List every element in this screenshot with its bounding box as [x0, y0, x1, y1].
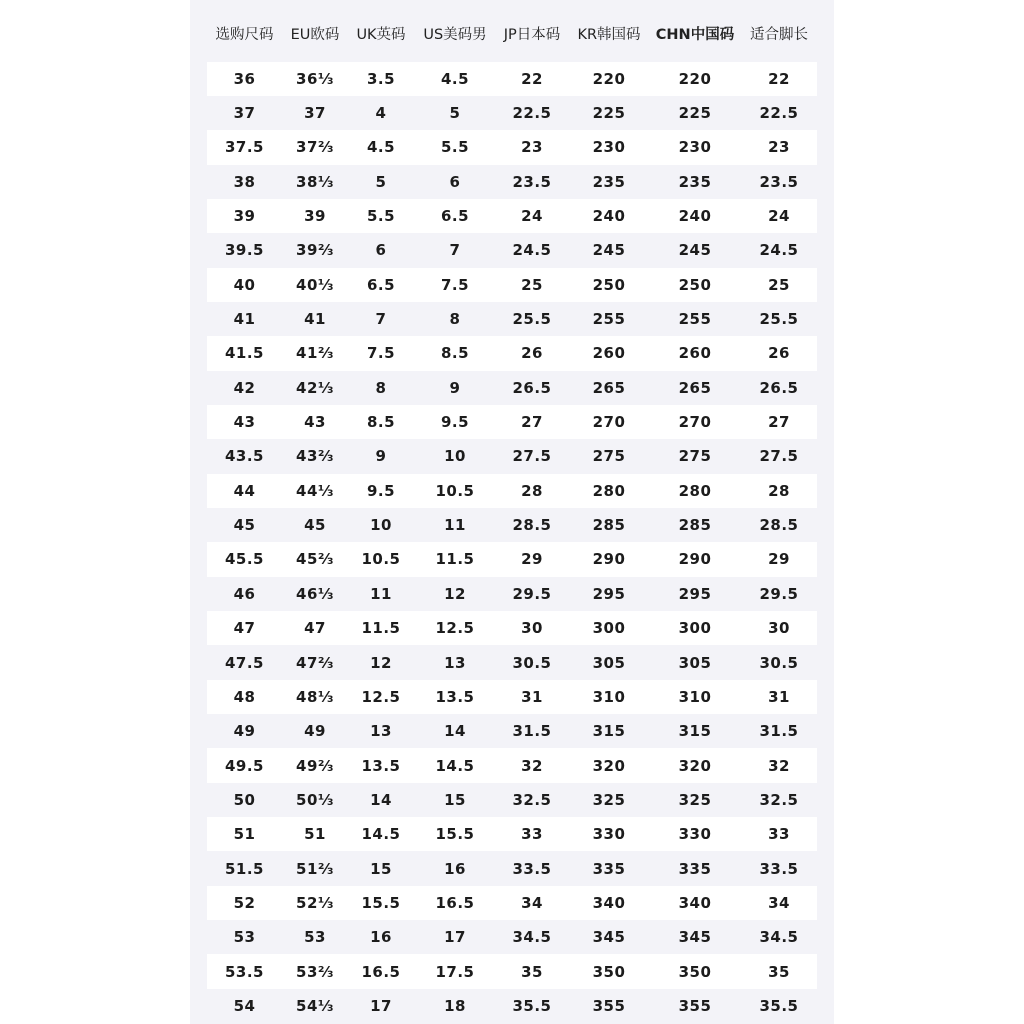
- cell-eu-size: 53: [304, 928, 326, 947]
- cell-us-men-size: 12.5: [435, 619, 475, 638]
- table-row: [207, 233, 817, 267]
- table-row: [207, 336, 817, 370]
- cell-foot-length: 29: [768, 550, 790, 569]
- cell-foot-length: 31: [768, 687, 790, 706]
- cell-us-men-size: 17: [444, 928, 466, 947]
- cell-select-size: 52: [233, 893, 256, 912]
- cell-chn-size: 325: [678, 790, 712, 809]
- cell-jp-size: 32.5: [512, 790, 552, 809]
- cell-chn-size: 270: [678, 413, 712, 432]
- cell-uk-size: 14.5: [361, 825, 401, 844]
- cell-uk-size: 14: [370, 790, 392, 809]
- cell-chn-size: 225: [678, 104, 712, 123]
- table-row: [207, 886, 817, 920]
- cell-chn-size: 305: [678, 653, 712, 672]
- cell-jp-size: 34.5: [512, 928, 552, 947]
- cell-jp-size: 23: [521, 138, 543, 157]
- cell-kr-size: 330: [592, 825, 626, 844]
- cell-us-men-size: 5.5: [440, 138, 470, 157]
- cell-eu-size: 43: [304, 413, 326, 432]
- cell-us-men-size: 13: [444, 653, 466, 672]
- table-row: [207, 165, 817, 199]
- cell-jp-size: 27.5: [512, 447, 552, 466]
- table-row: [207, 439, 817, 473]
- table-row: [207, 611, 817, 645]
- cell-select-size: 48: [233, 687, 256, 706]
- cell-us-men-size: 6.5: [440, 207, 470, 226]
- cell-foot-length: 33.5: [759, 859, 799, 878]
- cell-us-men-size: 13.5: [435, 687, 475, 706]
- cell-eu-size: 54⅓: [296, 996, 334, 1015]
- cell-eu-size: 38⅓: [296, 172, 334, 191]
- cell-uk-size: 9: [375, 447, 387, 466]
- cell-foot-length: 31.5: [759, 722, 799, 741]
- header-chn-size: CHN中国码: [655, 27, 735, 44]
- cell-kr-size: 255: [592, 310, 626, 329]
- cell-chn-size: 320: [678, 756, 712, 775]
- cell-select-size: 37.5: [224, 138, 264, 157]
- table-row: [207, 817, 817, 851]
- cell-select-size: 50: [233, 790, 256, 809]
- cell-eu-size: 53⅔: [296, 962, 334, 981]
- cell-jp-size: 27: [521, 413, 543, 432]
- cell-select-size: 53: [233, 928, 256, 947]
- table-row: [207, 62, 817, 96]
- cell-eu-size: 39⅔: [296, 241, 334, 260]
- cell-kr-size: 225: [592, 104, 626, 123]
- cell-chn-size: 335: [678, 859, 712, 878]
- cell-kr-size: 355: [592, 996, 626, 1015]
- cell-select-size: 53.5: [224, 962, 264, 981]
- header-eu-size: EU欧码: [290, 27, 340, 44]
- cell-us-men-size: 5: [449, 104, 461, 123]
- cell-kr-size: 340: [592, 893, 626, 912]
- cell-chn-size: 230: [678, 138, 712, 157]
- cell-kr-size: 315: [592, 722, 626, 741]
- cell-select-size: 54: [233, 996, 256, 1015]
- cell-select-size: 49: [233, 722, 256, 741]
- cell-chn-size: 310: [678, 687, 712, 706]
- cell-select-size: 49.5: [224, 756, 264, 775]
- table-row: [207, 508, 817, 542]
- cell-eu-size: 43⅔: [296, 447, 334, 466]
- cell-uk-size: 13.5: [361, 756, 401, 775]
- cell-select-size: 45.5: [224, 550, 264, 569]
- cell-us-men-size: 7: [449, 241, 461, 260]
- cell-jp-size: 33: [521, 825, 543, 844]
- cell-jp-size: 25.5: [512, 310, 552, 329]
- cell-eu-size: 44⅓: [296, 481, 334, 500]
- cell-select-size: 36: [233, 69, 256, 88]
- cell-kr-size: 265: [592, 378, 626, 397]
- cell-kr-size: 320: [592, 756, 626, 775]
- cell-kr-size: 345: [592, 928, 626, 947]
- cell-chn-size: 295: [678, 584, 712, 603]
- cell-eu-size: 47⅔: [296, 653, 334, 672]
- cell-uk-size: 6.5: [366, 275, 396, 294]
- cell-foot-length: 26.5: [759, 378, 799, 397]
- cell-jp-size: 26: [521, 344, 543, 363]
- cell-jp-size: 26.5: [512, 378, 552, 397]
- size-chart-body: [207, 62, 817, 1024]
- cell-eu-size: 39: [304, 207, 326, 226]
- table-row: [207, 783, 817, 817]
- cell-us-men-size: 16: [444, 859, 466, 878]
- table-row: [207, 577, 817, 611]
- cell-jp-size: 30.5: [512, 653, 552, 672]
- cell-eu-size: 49: [304, 722, 326, 741]
- cell-us-men-size: 8.5: [440, 344, 470, 363]
- cell-chn-size: 330: [678, 825, 712, 844]
- cell-us-men-size: 6: [449, 172, 461, 191]
- cell-select-size: 43: [233, 413, 256, 432]
- cell-jp-size: 35.5: [512, 996, 552, 1015]
- cell-foot-length: 24.5: [759, 241, 799, 260]
- table-row: [207, 645, 817, 679]
- cell-select-size: 47: [233, 619, 256, 638]
- table-row: [207, 371, 817, 405]
- table-row: [207, 474, 817, 508]
- cell-foot-length: 25.5: [759, 310, 799, 329]
- cell-jp-size: 22.5: [512, 104, 552, 123]
- cell-eu-size: 52⅓: [296, 893, 334, 912]
- cell-uk-size: 10: [370, 516, 392, 535]
- table-row: [207, 748, 817, 782]
- cell-uk-size: 7: [375, 310, 387, 329]
- cell-jp-size: 31.5: [512, 722, 552, 741]
- cell-us-men-size: 15: [444, 790, 466, 809]
- cell-us-men-size: 8: [449, 310, 461, 329]
- cell-uk-size: 5: [375, 172, 387, 191]
- cell-foot-length: 22: [768, 69, 790, 88]
- cell-us-men-size: 11: [444, 516, 466, 535]
- cell-us-men-size: 7.5: [440, 275, 470, 294]
- cell-us-men-size: 4.5: [440, 69, 470, 88]
- cell-uk-size: 12: [370, 653, 392, 672]
- cell-select-size: 39.5: [224, 241, 264, 260]
- cell-uk-size: 4.5: [366, 138, 396, 157]
- size-chart-header: [207, 14, 817, 58]
- header-kr-size: KR韩国码: [577, 27, 641, 44]
- cell-kr-size: 235: [592, 172, 626, 191]
- cell-foot-length: 28: [768, 481, 790, 500]
- cell-kr-size: 305: [592, 653, 626, 672]
- cell-jp-size: 28.5: [512, 516, 552, 535]
- cell-chn-size: 220: [678, 69, 712, 88]
- cell-kr-size: 350: [592, 962, 626, 981]
- cell-foot-length: 34: [768, 893, 790, 912]
- cell-us-men-size: 14: [444, 722, 466, 741]
- cell-kr-size: 310: [592, 687, 626, 706]
- cell-us-men-size: 14.5: [435, 756, 475, 775]
- cell-us-men-size: 10.5: [435, 481, 475, 500]
- cell-jp-size: 24: [521, 207, 543, 226]
- cell-uk-size: 15.5: [361, 893, 401, 912]
- cell-uk-size: 5.5: [366, 207, 396, 226]
- cell-foot-length: 32.5: [759, 790, 799, 809]
- cell-chn-size: 315: [678, 722, 712, 741]
- cell-kr-size: 220: [592, 69, 626, 88]
- cell-foot-length: 35.5: [759, 996, 799, 1015]
- cell-uk-size: 15: [370, 859, 392, 878]
- cell-kr-size: 295: [592, 584, 626, 603]
- cell-select-size: 40: [233, 275, 256, 294]
- table-row: [207, 96, 817, 130]
- cell-foot-length: 32: [768, 756, 790, 775]
- table-row: [207, 851, 817, 885]
- cell-jp-size: 34: [521, 893, 543, 912]
- cell-eu-size: 51: [304, 825, 326, 844]
- cell-jp-size: 33.5: [512, 859, 552, 878]
- cell-eu-size: 36⅓: [296, 69, 334, 88]
- cell-eu-size: 45⅔: [296, 550, 334, 569]
- table-row: [207, 680, 817, 714]
- cell-eu-size: 37: [304, 104, 326, 123]
- cell-jp-size: 29.5: [512, 584, 552, 603]
- cell-kr-size: 335: [592, 859, 626, 878]
- cell-uk-size: 11: [370, 584, 392, 603]
- cell-chn-size: 285: [678, 516, 712, 535]
- cell-uk-size: 10.5: [361, 550, 401, 569]
- cell-uk-size: 12.5: [361, 687, 401, 706]
- table-row: [207, 268, 817, 302]
- cell-kr-size: 250: [592, 275, 626, 294]
- cell-uk-size: 11.5: [361, 619, 401, 638]
- cell-chn-size: 300: [678, 619, 712, 638]
- cell-jp-size: 30: [521, 619, 543, 638]
- cell-eu-size: 46⅓: [296, 584, 334, 603]
- cell-select-size: 42: [233, 378, 256, 397]
- cell-kr-size: 240: [592, 207, 626, 226]
- cell-jp-size: 35: [521, 962, 543, 981]
- cell-jp-size: 31: [521, 687, 543, 706]
- cell-kr-size: 300: [592, 619, 626, 638]
- cell-chn-size: 245: [678, 241, 712, 260]
- cell-chn-size: 255: [678, 310, 712, 329]
- cell-jp-size: 29: [521, 550, 543, 569]
- cell-kr-size: 325: [592, 790, 626, 809]
- cell-chn-size: 265: [678, 378, 712, 397]
- cell-foot-length: 29.5: [759, 584, 799, 603]
- cell-kr-size: 290: [592, 550, 626, 569]
- cell-uk-size: 7.5: [366, 344, 396, 363]
- cell-foot-length: 24: [768, 207, 790, 226]
- cell-select-size: 41.5: [224, 344, 264, 363]
- cell-uk-size: 13: [370, 722, 392, 741]
- table-row: [207, 920, 817, 954]
- header-foot-length: 适合脚长: [750, 27, 808, 44]
- cell-us-men-size: 10: [444, 447, 466, 466]
- header-jp-size: JP日本码: [503, 27, 561, 44]
- cell-foot-length: 30: [768, 619, 790, 638]
- cell-uk-size: 16: [370, 928, 392, 947]
- table-row: [207, 542, 817, 576]
- table-row: [207, 405, 817, 439]
- cell-chn-size: 280: [678, 481, 712, 500]
- cell-jp-size: 24.5: [512, 241, 552, 260]
- cell-us-men-size: 9.5: [440, 413, 470, 432]
- cell-kr-size: 260: [592, 344, 626, 363]
- cell-eu-size: 42⅓: [296, 378, 334, 397]
- cell-chn-size: 355: [678, 996, 712, 1015]
- cell-select-size: 37: [233, 104, 256, 123]
- cell-foot-length: 27: [768, 413, 790, 432]
- cell-eu-size: 48⅓: [296, 687, 334, 706]
- cell-foot-length: 23: [768, 138, 790, 157]
- cell-eu-size: 51⅔: [296, 859, 334, 878]
- cell-us-men-size: 9: [449, 378, 461, 397]
- cell-select-size: 39: [233, 207, 256, 226]
- cell-kr-size: 245: [592, 241, 626, 260]
- cell-us-men-size: 11.5: [435, 550, 475, 569]
- cell-uk-size: 17: [370, 996, 392, 1015]
- cell-eu-size: 40⅓: [296, 275, 334, 294]
- cell-select-size: 44: [233, 481, 256, 500]
- cell-chn-size: 275: [678, 447, 712, 466]
- cell-eu-size: 47: [304, 619, 326, 638]
- cell-foot-length: 35: [768, 962, 790, 981]
- cell-select-size: 38: [233, 172, 256, 191]
- cell-foot-length: 23.5: [759, 172, 799, 191]
- cell-chn-size: 250: [678, 275, 712, 294]
- cell-kr-size: 280: [592, 481, 626, 500]
- cell-chn-size: 290: [678, 550, 712, 569]
- cell-foot-length: 22.5: [759, 104, 799, 123]
- cell-uk-size: 3.5: [366, 69, 396, 88]
- table-row: [207, 954, 817, 988]
- cell-eu-size: 41: [304, 310, 326, 329]
- cell-select-size: 45: [233, 516, 256, 535]
- cell-chn-size: 350: [678, 962, 712, 981]
- header-uk-size: UK英码: [356, 27, 406, 44]
- cell-chn-size: 340: [678, 893, 712, 912]
- cell-jp-size: 23.5: [512, 172, 552, 191]
- cell-select-size: 51.5: [224, 859, 264, 878]
- cell-chn-size: 260: [678, 344, 712, 363]
- cell-foot-length: 34.5: [759, 928, 799, 947]
- cell-us-men-size: 18: [444, 996, 466, 1015]
- cell-foot-length: 27.5: [759, 447, 799, 466]
- cell-select-size: 41: [233, 310, 256, 329]
- cell-uk-size: 8: [375, 378, 387, 397]
- cell-us-men-size: 17.5: [435, 962, 475, 981]
- cell-foot-length: 30.5: [759, 653, 799, 672]
- table-row: [207, 714, 817, 748]
- table-row: [207, 989, 817, 1023]
- cell-uk-size: 9.5: [366, 481, 396, 500]
- cell-foot-length: 26: [768, 344, 790, 363]
- cell-us-men-size: 15.5: [435, 825, 475, 844]
- cell-jp-size: 28: [521, 481, 543, 500]
- cell-uk-size: 4: [375, 104, 387, 123]
- cell-eu-size: 50⅓: [296, 790, 334, 809]
- cell-eu-size: 49⅔: [296, 756, 334, 775]
- header-select-size: 选购尺码: [215, 27, 274, 44]
- cell-eu-size: 45: [304, 516, 326, 535]
- table-row: [207, 130, 817, 164]
- cell-eu-size: 37⅔: [296, 138, 334, 157]
- table-row: [207, 302, 817, 336]
- cell-uk-size: 6: [375, 241, 387, 260]
- table-row: [207, 199, 817, 233]
- cell-uk-size: 16.5: [361, 962, 401, 981]
- cell-chn-size: 345: [678, 928, 712, 947]
- cell-jp-size: 32: [521, 756, 543, 775]
- cell-select-size: 46: [233, 584, 256, 603]
- cell-chn-size: 235: [678, 172, 712, 191]
- cell-kr-size: 275: [592, 447, 626, 466]
- cell-select-size: 51: [233, 825, 256, 844]
- cell-eu-size: 41⅔: [296, 344, 334, 363]
- cell-us-men-size: 12: [444, 584, 466, 603]
- header-us-men-size: US美码男: [423, 27, 487, 44]
- cell-foot-length: 25: [768, 275, 790, 294]
- cell-kr-size: 230: [592, 138, 626, 157]
- cell-foot-length: 33: [768, 825, 790, 844]
- cell-jp-size: 22: [521, 69, 543, 88]
- cell-foot-length: 28.5: [759, 516, 799, 535]
- cell-jp-size: 25: [521, 275, 543, 294]
- cell-uk-size: 8.5: [366, 413, 396, 432]
- cell-chn-size: 240: [678, 207, 712, 226]
- cell-kr-size: 285: [592, 516, 626, 535]
- cell-kr-size: 270: [592, 413, 626, 432]
- cell-us-men-size: 16.5: [435, 893, 475, 912]
- cell-select-size: 43.5: [224, 447, 264, 466]
- cell-select-size: 47.5: [224, 653, 264, 672]
